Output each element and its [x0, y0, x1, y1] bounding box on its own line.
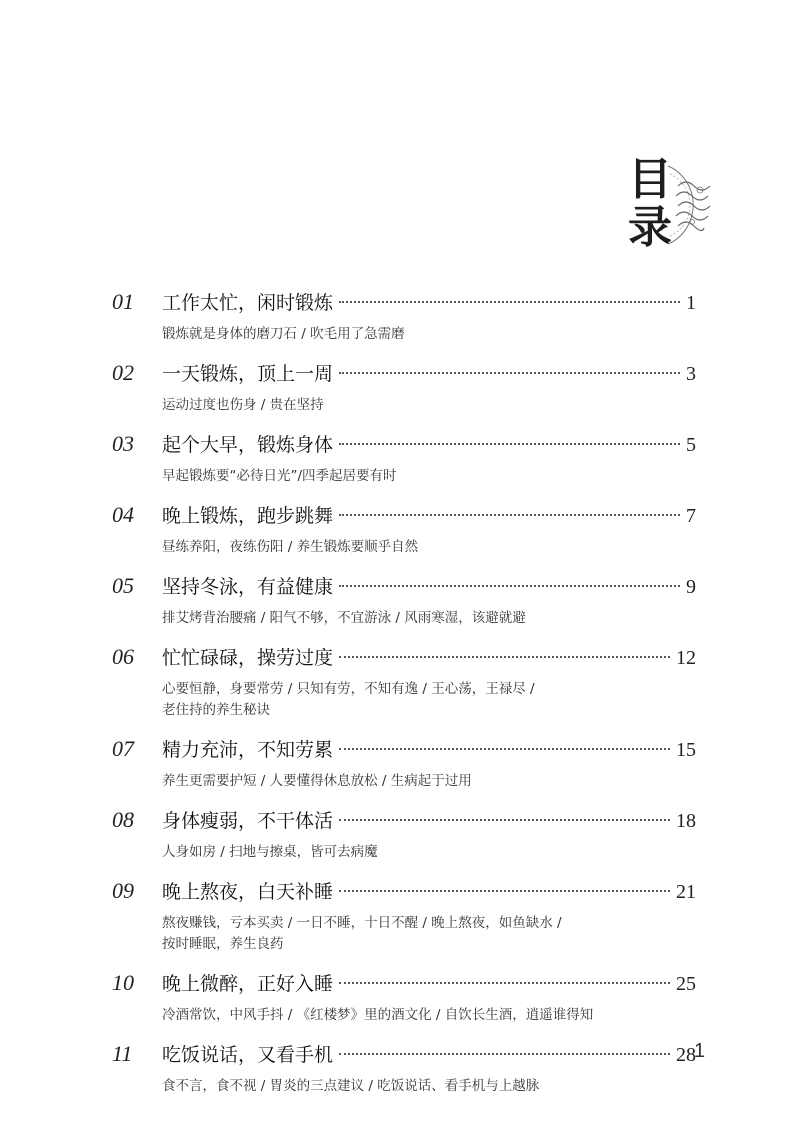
chapter-page-number: 28 — [676, 1044, 696, 1066]
chapter-number: 07 — [112, 736, 134, 761]
toc-entry-row — [112, 877, 696, 913]
table-of-contents — [112, 288, 696, 1111]
toc-entry-row — [112, 430, 696, 466]
section-subtitles: 食不言，食不视 / 胃炎的三点建议 / 吃饭说话、看手机与上越脉 — [162, 1078, 540, 1094]
chapter-title: 忙忙碌碌，操劳过度 — [162, 647, 334, 669]
chapter-title: 身体瘦弱，不干体活 — [162, 810, 334, 832]
toc-entry-row — [112, 1040, 696, 1076]
chapter-page-number: 25 — [676, 973, 696, 995]
chapter-number: 10 — [112, 970, 134, 995]
dot-leader — [339, 890, 670, 892]
toc-entry[interactable] — [112, 806, 696, 863]
dot-leader — [339, 585, 680, 587]
toc-entry[interactable] — [112, 501, 696, 558]
section-subtitles: 人身如房 / 扫地与擦桌，皆可去病魔 — [162, 844, 378, 860]
dot-leader — [339, 656, 670, 658]
section-subtitles: 养生更需要护短 / 人要懂得休息放松 / 生病起于过用 — [162, 773, 472, 789]
dot-leader — [339, 514, 680, 516]
dot-leader — [339, 372, 680, 374]
chapter-page-number: 7 — [686, 505, 696, 527]
toc-entry[interactable] — [112, 1040, 696, 1097]
dot-leader — [339, 982, 670, 984]
section-subtitles: 昼练养阳，夜练伤阳 / 养生锻炼要顺乎自然 — [162, 539, 419, 555]
section-subtitles: 锻炼就是身体的磨刀石 / 吹毛用了急需磨 — [162, 326, 405, 342]
section-subtitles: 心要恒静，身要常劳 / 只知有劳，不知有逸 / 王心荡，王禄尽 / — [162, 681, 535, 697]
chapter-title: 一天锻炼，顶上一周 — [162, 363, 334, 385]
chapter-number: 02 — [112, 360, 134, 385]
chapter-number: 04 — [112, 502, 134, 527]
chapter-title: 工作太忙，闲时锻炼 — [162, 292, 334, 314]
chapter-title: 坚持冬泳，有益健康 — [162, 576, 334, 598]
chapter-page-number: 3 — [686, 363, 696, 385]
toc-entry-row — [112, 359, 696, 395]
toc-entry-row — [112, 572, 696, 608]
toc-entry[interactable] — [112, 572, 696, 629]
toc-entry-row — [112, 969, 696, 1005]
toc-entry-row — [112, 501, 696, 537]
chapter-page-number: 5 — [686, 434, 696, 456]
section-subtitles: 冷酒常饮，中风手抖 / 《红楼梦》里的酒文化 / 自饮长生酒，逍遥谁得知 — [162, 1007, 594, 1023]
section-subtitles: 按时睡眠，养生良药 — [162, 936, 284, 952]
heading-char-2: 录 — [628, 202, 672, 253]
chapter-title: 起个大早，锻炼身体 — [162, 434, 334, 456]
dot-leader — [339, 443, 680, 445]
toc-entry-row — [112, 806, 696, 842]
toc-entry-row — [112, 735, 696, 771]
chapter-page-number: 1 — [686, 292, 696, 314]
chapter-number: 09 — [112, 878, 134, 903]
chapter-page-number: 21 — [676, 881, 696, 903]
chapter-number: 08 — [112, 807, 134, 832]
toc-entry[interactable] — [112, 969, 696, 1026]
section-subtitles: 熬夜赚钱，亏本买卖 / 一日不睡，十日不醒 / 晚上熬夜，如鱼缺水 / — [162, 915, 562, 931]
chapter-title: 精力充沛，不知劳累 — [162, 739, 334, 761]
chapter-number: 11 — [112, 1041, 133, 1066]
chapter-number: 03 — [112, 431, 134, 456]
toc-entry[interactable] — [112, 735, 696, 792]
chapter-title: 吃饭说话，又看手机 — [162, 1044, 334, 1066]
chapter-page-number: 15 — [676, 739, 696, 761]
chapter-number: 01 — [112, 289, 134, 314]
toc-entry[interactable] — [112, 430, 696, 487]
toc-entry-row — [112, 288, 696, 324]
chapter-title: 晚上锻炼，跑步跳舞 — [162, 505, 334, 527]
dot-leader — [339, 819, 670, 821]
dot-leader — [339, 1053, 670, 1055]
section-subtitles: 老住持的养生秘诀 — [162, 702, 270, 718]
toc-entry[interactable] — [112, 288, 696, 345]
chapter-number: 05 — [112, 573, 134, 598]
wave-emblem-icon — [648, 160, 718, 250]
dot-leader — [339, 301, 680, 303]
dot-leader — [339, 748, 670, 750]
chapter-page-number: 12 — [676, 647, 696, 669]
chapter-page-number: 9 — [686, 576, 696, 598]
toc-entry[interactable] — [112, 359, 696, 416]
chapter-title: 晚上熬夜，白天补睡 — [162, 881, 334, 903]
toc-entry[interactable] — [112, 643, 696, 721]
page-number: 1 — [694, 1040, 706, 1062]
toc-entry[interactable] — [112, 877, 696, 955]
section-subtitles: 排艾烤背治腰痛 / 阳气不够，不宜游泳 / 风雨寒湿，该避就避 — [162, 610, 526, 626]
chapter-page-number: 18 — [676, 810, 696, 832]
section-subtitles: 早起锻炼要“必待日光”/四季起居要有时 — [162, 468, 397, 484]
heading-char-1: 目 — [628, 154, 672, 205]
chapter-number: 06 — [112, 644, 134, 669]
section-subtitles: 运动过度也伤身 / 贵在坚持 — [162, 397, 324, 413]
chapter-title: 晚上微醉，正好入睡 — [162, 973, 334, 995]
toc-entry-row — [112, 643, 696, 679]
